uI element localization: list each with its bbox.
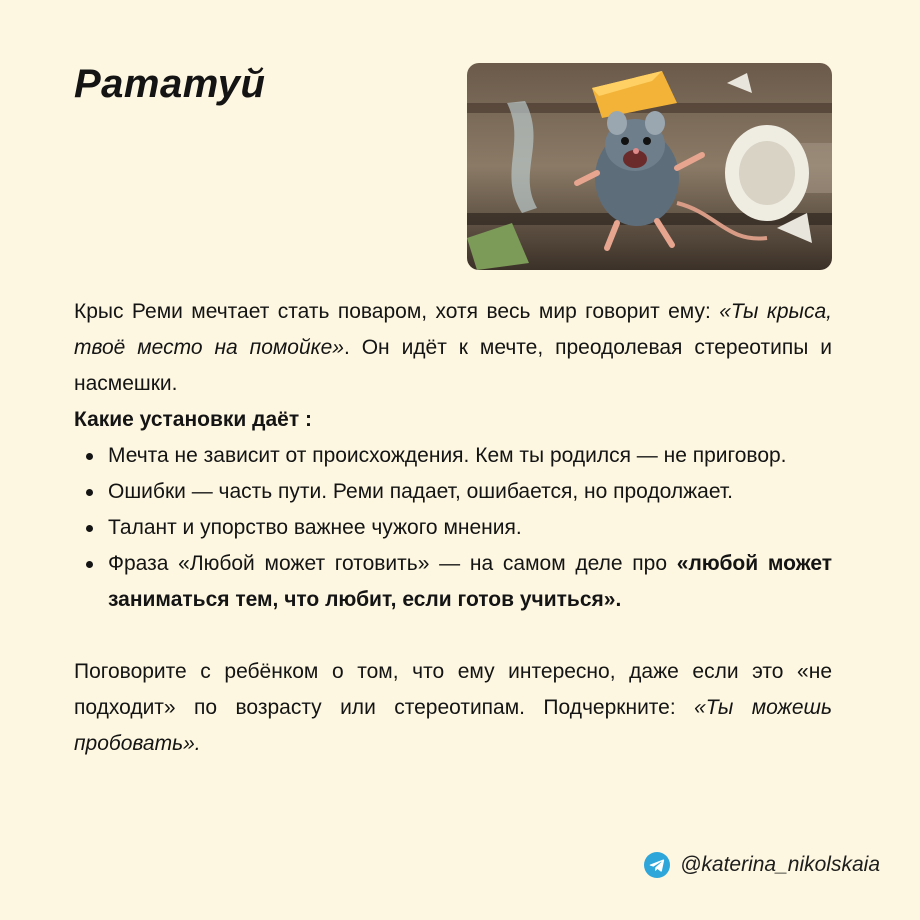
intro-paragraph <box>74 294 832 402</box>
outro-paragraph <box>74 654 832 762</box>
spacer <box>74 618 832 654</box>
list-item-text: Мечта не зависит от происхождения. Кем ты родился — не приговор. <box>108 444 787 467</box>
section-heading: Какие установки даёт : <box>74 408 312 431</box>
outro-quote: «Ты можешь пробовать». <box>74 696 832 755</box>
author-handle[interactable]: @katerina_nikolskaia <box>680 853 880 876</box>
intro-text: Крыс Реми мечтает стать поваром, хотя весь мир говорит ему: <box>74 300 720 323</box>
remy-rat-image <box>467 63 832 270</box>
telegram-icon <box>644 852 670 878</box>
ratatouille-illustration <box>467 63 832 270</box>
author-credit[interactable] <box>644 852 880 878</box>
page-title: Рататуй <box>74 62 266 106</box>
list-item-text: Фраза «Любой может готовить» — на самом деле про <box>108 552 677 575</box>
outro-text: Поговорите с ребёнком о том, что ему интересно, даже если это «не подходит» по возрасту или стереотипам. Подчеркните: <box>74 660 832 719</box>
article-body <box>74 294 832 762</box>
intro-quote: «Ты крыса, твоё место на помойке» <box>74 300 832 359</box>
list-item-text: Талант и упорство важнее чужого мнения. <box>108 516 522 539</box>
list-item <box>74 510 832 546</box>
list-item-text: Ошибки — часть пути. Реми падает, ошибается, но продолжает. <box>108 480 733 503</box>
points-list <box>74 438 832 618</box>
list-item-bold-text: «любой может заниматься тем, что любит, если готов учиться». <box>108 552 833 611</box>
intro-text-end: . Он идёт к мечте, преодолевая стереотипы и насмешки. <box>74 336 832 395</box>
list-item <box>74 474 832 510</box>
list-item <box>74 546 832 618</box>
list-item <box>74 438 832 474</box>
